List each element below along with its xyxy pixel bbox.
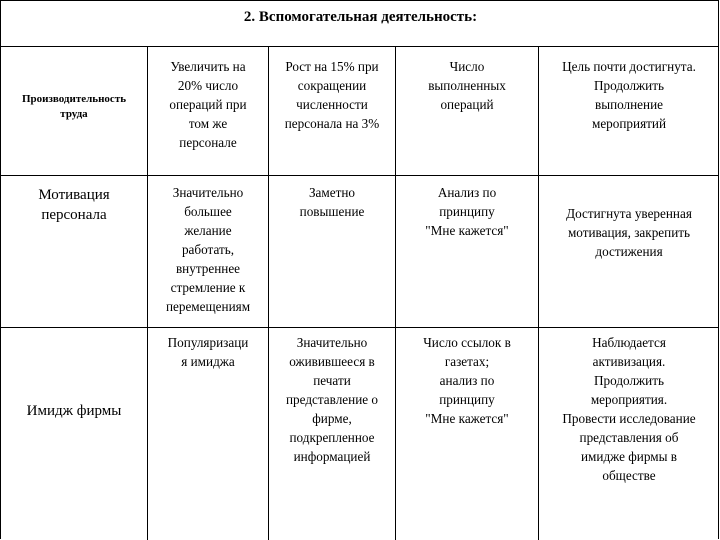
- table-title: 2. Вспомогательная деятельность:: [243, 9, 478, 25]
- image-conclusion-cell: Наблюдается активизация. Продолжить мероприятия. Провести исследование представления об имидже фирмы в обществе: [562, 335, 696, 483]
- column-divider: [395, 47, 396, 540]
- motivation-conclusion-cell: Достигнута уверенная мотивация, закрепить достижения: [566, 206, 692, 259]
- motivation-result-cell: Заметно повышение: [299, 185, 365, 219]
- motivation-goal-cell: Значительно большее желание работать, внутреннее стремление к перемещениям: [165, 185, 251, 314]
- productivity-measure-cell: Число выполненных операций: [428, 59, 506, 112]
- productivity-goal-cell: Увеличить на 20% число операций при том же персонале: [169, 59, 247, 150]
- row-label-productivity: Производительность труда: [21, 93, 127, 120]
- image-measure-cell: Число ссылок в газетах; анализ по принципу "Мне кажется": [423, 335, 511, 426]
- row-label-image: Имидж фирмы: [26, 403, 122, 419]
- title-row: [0, 0, 719, 47]
- productivity-result-cell: Рост на 15% при сокращении численности персонала на 3%: [284, 59, 380, 131]
- image-goal-cell: Популяризаци я имиджа: [167, 335, 249, 369]
- row-divider: [0, 327, 719, 328]
- row-divider: [0, 175, 719, 176]
- productivity-conclusion-cell: Цель почти достигнута. Продолжить выполнение мероприятий: [562, 59, 696, 131]
- image-result-cell: Значительно оживившееся в печати представление о фирме, подкрепленное информацией: [285, 335, 379, 464]
- motivation-measure-cell: Анализ по принципу "Мне кажется": [425, 185, 509, 238]
- row-label-motivation: Мотивация персонала: [38, 187, 110, 223]
